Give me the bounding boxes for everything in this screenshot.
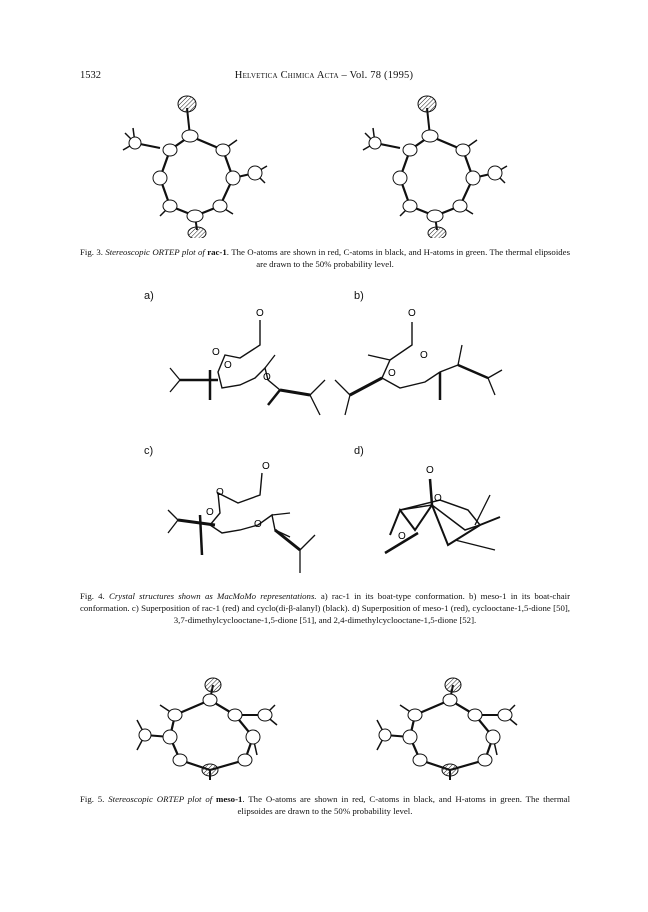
atom-o: O [434, 493, 442, 504]
ortep-left [123, 96, 267, 238]
fig3-ortep-stereo [100, 88, 560, 238]
atom-o: O [206, 507, 214, 518]
fig5-ortep-stereo [100, 675, 560, 785]
fig4-panel-b-label: b) [354, 290, 364, 302]
fig4-panel-d-label: d) [354, 445, 364, 457]
atom-o: O [254, 519, 262, 530]
fig3-caption [80, 246, 570, 270]
atom-o: O [262, 461, 270, 472]
fig4-panel-c-label: c) [144, 445, 154, 457]
fig3-text: . The O-atoms are shown in red, C-atoms in black, and H-atoms in green. The thermal elipsoides are drawn to the 50% probability level. [226, 247, 570, 269]
fig4-label: Fig. 4. [80, 591, 105, 601]
fig5-title: Stereoscopic ORTEP plot of [108, 794, 213, 804]
fig3-label: Fig. 3. [80, 247, 103, 257]
fig3-compound: rac-1 [207, 247, 227, 257]
ortep-right [377, 678, 517, 780]
page-number: 1532 [80, 70, 101, 81]
atom-o: O [256, 308, 264, 319]
ortep-left [137, 678, 277, 780]
fig5-caption [80, 793, 570, 817]
journal-name: Helvetica Chimica Acta [234, 70, 339, 81]
fig4-panel-c [150, 455, 340, 585]
atom-o: O [263, 372, 271, 383]
volume-info: – Vol. 78 (1995) [338, 70, 414, 81]
atom-o: O [224, 360, 232, 371]
fig4-panel-a-label: a) [144, 290, 154, 302]
fig4-panel-d [370, 455, 520, 585]
fig4-caption [80, 590, 570, 626]
atom-o: O [426, 465, 434, 476]
ortep-right [363, 96, 507, 238]
fig3-title: Stereoscopic ORTEP plot of [105, 247, 205, 257]
fig4-panel-b [330, 300, 520, 430]
atom-o: O [388, 368, 396, 379]
fig4-title: Crystal structures shown as MacMoMo representations. [109, 591, 317, 601]
fig5-label: Fig. 5. [80, 794, 105, 804]
atom-o: O [212, 347, 220, 358]
fig4-text: a) rac-1 in its boat-type conformation. b) meso-1 in its boat-chair conformation. c) Superposition of rac-1 (red) and cyclo(di-β-alanyl) (black). d) Superposition of meso-1 (red), cyclooctane-1,5-dione [50], 3,7-dimethylcyclooctane-1,5-dione [51], and 2,4-dimethylcyclooctane-1,5-dione [52]. [80, 591, 571, 625]
fig4-panel-a [150, 300, 340, 430]
fig5-text: . The O-atoms are shown in red, C-atoms in black, and H-atoms in green. The thermal elipsoides are drawn to the 50% probability level. [237, 794, 571, 816]
atom-o: O [420, 350, 428, 361]
atom-o: O [216, 487, 224, 498]
fig5-compound: meso-1 [216, 794, 243, 804]
atom-o: O [408, 308, 416, 319]
running-head [0, 70, 648, 81]
atom-o: O [398, 531, 406, 542]
